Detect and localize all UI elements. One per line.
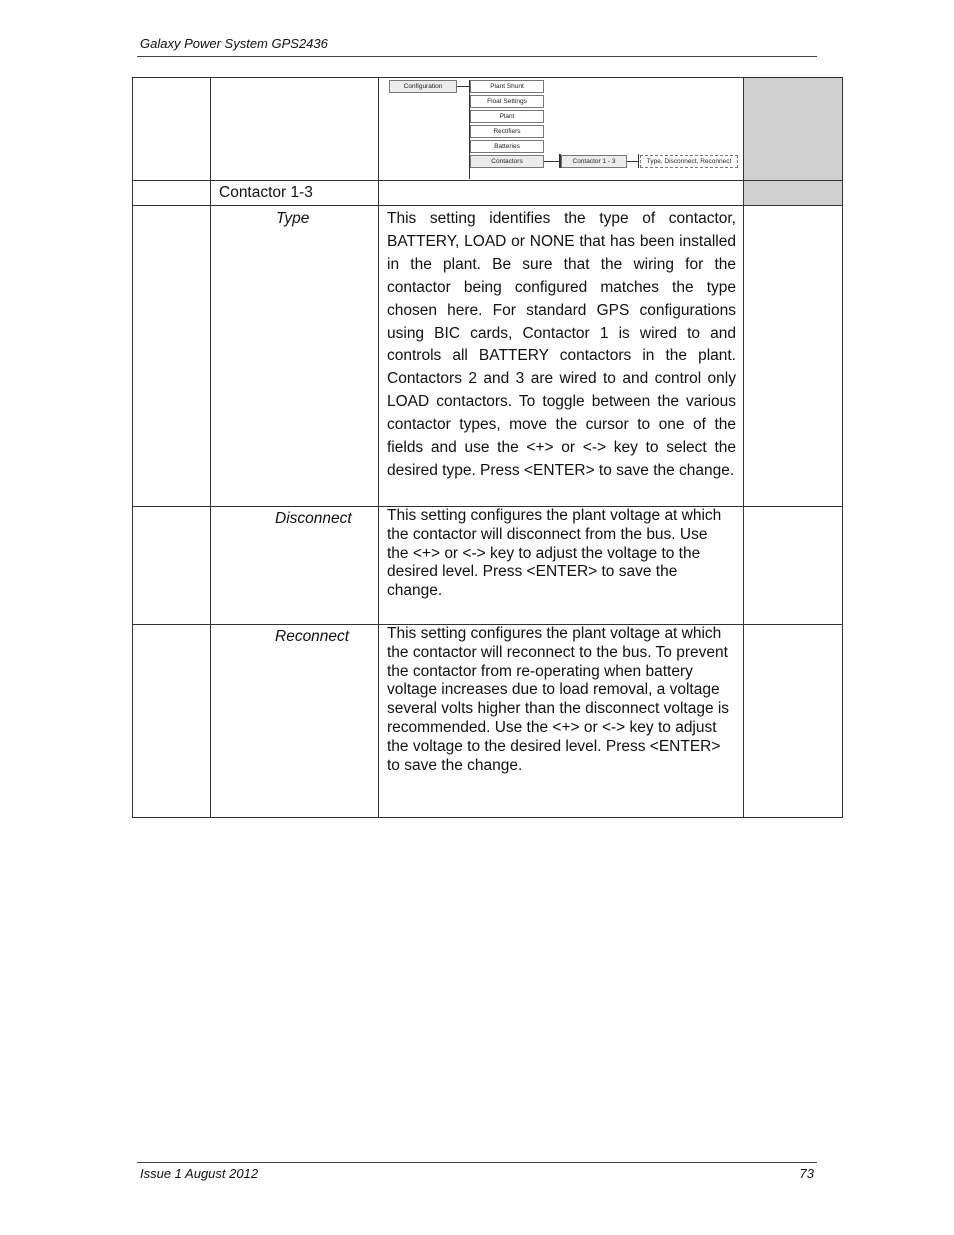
table-row bbox=[133, 507, 843, 625]
section-row bbox=[133, 181, 843, 206]
diagram-connector bbox=[544, 161, 560, 162]
setting-description: This setting identifies the type of contactor, BATTERY, LOAD or NONE that has been installed in the plant. Be sure that the wiring for the contactor being configured matches the type chosen here. For standard GPS configurations using BIC cards, Contactor 1 is wired to and controls all BATTERY contactors in the plant. Contactors 2 and 3 are wired to and control only LOAD contactors. To toggle between the various contactor types, move the cursor to one of the fields and use the <+> or <-> key to select the desired type. Press <ENTER> to save the change. bbox=[379, 206, 744, 507]
diagram-item-rectifiers: Rectifiers bbox=[470, 125, 544, 138]
setting-name: Disconnect bbox=[211, 507, 379, 625]
diagram-item-contactors: Contactors bbox=[470, 155, 544, 168]
footer-issue: Issue 1 August 2012 bbox=[140, 1166, 259, 1181]
settings-table bbox=[132, 77, 843, 818]
diagram-item-batteries: Batteries bbox=[470, 140, 544, 153]
section-label: Contactor 1-3 bbox=[211, 181, 379, 206]
table-row bbox=[133, 206, 843, 507]
diagram-leaf-box: Type, Disconnect, Reconnect bbox=[640, 155, 738, 168]
footer-rule bbox=[137, 1162, 817, 1163]
setting-name: Type bbox=[211, 206, 379, 507]
diagram-item-float-settings: Float Settings bbox=[470, 95, 544, 108]
setting-description: This setting configures the plant voltage at which the contactor will disconnect from the bus. Use the <+> or <-> key to adjust the voltage to the desired level. Press <ENTER> to save the change. bbox=[379, 507, 744, 625]
diagram-row bbox=[133, 78, 843, 181]
header-rule bbox=[137, 56, 817, 57]
setting-name: Reconnect bbox=[211, 625, 379, 818]
diagram-item-plant: Plant bbox=[470, 110, 544, 123]
setting-description: This setting configures the plant voltage at which the contactor will reconnect to the bus. To prevent the contactor from re-operating when battery voltage increases due to load removal, a voltage several volts higher than the disconnect voltage is recommended. Use the <+> or <-> key to adjust the voltage to the desired level. Press <ENTER> to save the change. bbox=[379, 625, 744, 818]
menu-diagram-cell bbox=[379, 78, 744, 181]
diagram-item-plant-shunt: Plant Shunt bbox=[470, 80, 544, 93]
page-header-title: Galaxy Power System GPS2436 bbox=[140, 36, 328, 51]
diagram-root-box: Configuration bbox=[389, 80, 457, 93]
page-number: 73 bbox=[799, 1166, 814, 1181]
menu-diagram bbox=[379, 78, 744, 180]
diagram-sub-contactor: Contactor 1 - 3 bbox=[561, 155, 627, 168]
diagram-branch-bar bbox=[638, 154, 639, 168]
table-row bbox=[133, 625, 843, 818]
